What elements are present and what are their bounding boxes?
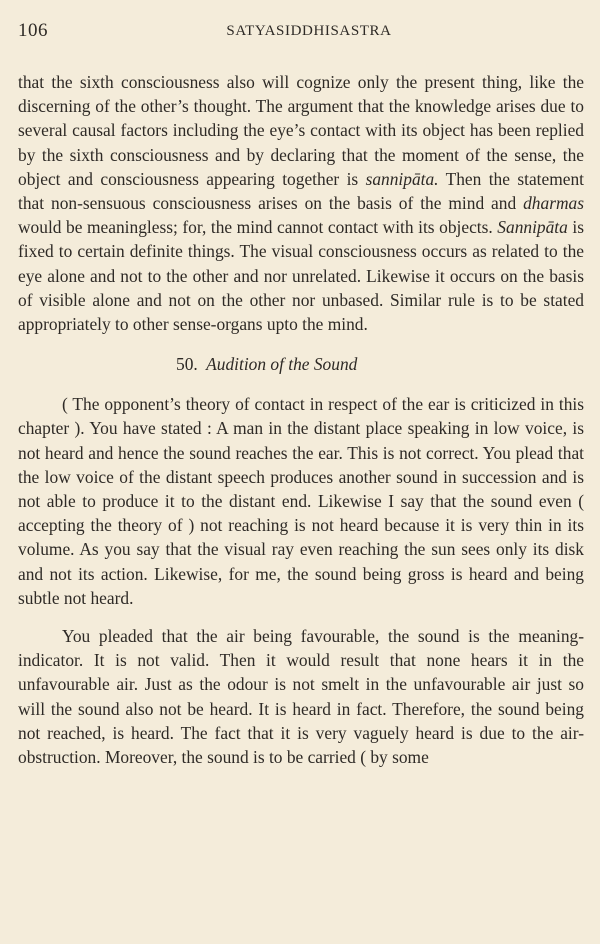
section-number: 50. (176, 354, 198, 375)
term-dharmas: dharmas (523, 193, 584, 214)
section-title: Audition of the Sound (206, 354, 358, 375)
paragraph-text: that the sixth consciousness also will cognize only the present thing, like the discerning of the other’s thought. The argument that the knowledge arises due to several causal factors including the eye’s contact with its object has been replied by the sixth consciousness and by declaring that the moment of the sense, the object and consciousness appearing together is (18, 72, 584, 189)
paragraph-continuation (18, 70, 584, 336)
paragraph-text: Then the statement that non-sensuous consciousness arises on the basis of the mind and (18, 168, 584, 214)
term-sannipata: sannipāta. (365, 168, 439, 189)
page-body (18, 70, 584, 769)
page-number: 106 (18, 20, 48, 41)
section-heading (18, 352, 584, 376)
running-title: SATYASIDDHISASTRA (226, 23, 392, 39)
paragraph-air-argument: You pleaded that the air being favourable, the sound is the meaning-indicator. It is not valid. Then it would result that none hears it in the unfavourable air. Just as the odour is not smelt in the unfavourable air just so will the sound also not be heard. It is heard in fact. Therefore, the sound being not reached, is heard. The fact that it is very vaguely heard is due to the air-obstruction. Moreover, the sound is to be carried ( by some (18, 626, 584, 768)
page-header (18, 20, 582, 48)
paragraph-opponent-theory: ( The opponent’s theory of contact in respect of the ear is criticized in this chapter ). You have stated : A man in the distant place speaking in low voice, is not heard and hence the sound reaches the ear. This is not correct. You plead that the low voice of the distant speech produces another sound in succession and is not able to produce it to the distant end. Likewise I say that the sound even ( accepting the theory of ) not reaching is not heard because it is very thin in its volume. As you say that the visual ray even reaching the sun sees only its disk and not its action. Likewise, for me, the sound being gross is heard and being subtle not heard. (18, 394, 584, 608)
paragraph-text: is fixed to certain definite things. The visual consciousness occurs as related to the eye alone and not to the other and nor unrelated. Likewise it occurs on the basis of visible alone and not on the other nor unbased. Similar rule is to be stated appropriately to other sense-organs upto the mind. (18, 217, 584, 335)
paragraph-text: would be meaningless; for, the mind cannot contact with its objects. (18, 217, 498, 238)
term-sannipata-2: Sannipāta (497, 217, 568, 238)
